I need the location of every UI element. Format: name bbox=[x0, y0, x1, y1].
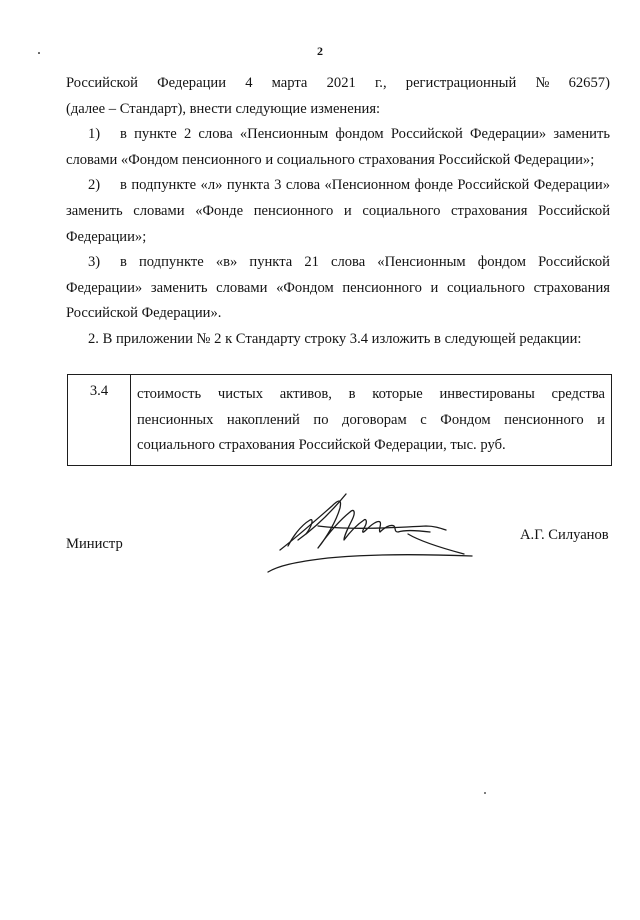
page-number: 2 bbox=[317, 44, 323, 58]
intro-word: 62657) bbox=[568, 75, 610, 91]
intro-word: г., bbox=[374, 75, 387, 91]
intro-word: Российской bbox=[66, 75, 138, 91]
list-item-number: 1) bbox=[88, 126, 101, 143]
signer-title: Министр bbox=[66, 536, 123, 552]
list-item-number: 3) bbox=[88, 254, 101, 271]
scan-speck bbox=[484, 792, 486, 794]
list-item-text: в подпункте «в» пункта 21 слова «Пенсионным фондом Российской Федерации» заменить словами «Фондом пенсионного и социального страхования Российской Федерации». bbox=[66, 254, 610, 322]
list-item-text: в подпункте «л» пункта 3 слова «Пенсионном фонде Российской Федерации» заменить словами «Фонде пенсионного и социального страхования Российской Федерации»; bbox=[66, 177, 610, 245]
table-row-code: 3.4 bbox=[68, 375, 131, 465]
list-item-number: 2) bbox=[88, 177, 101, 194]
intro-word: № bbox=[535, 75, 550, 91]
list-item-text: в пункте 2 слова «Пенсионным фондом Российской Федерации» заменить словами «Фондом пенсионного и социального страхования Российской Федерации»; bbox=[66, 126, 610, 168]
intro-word: Федерации bbox=[157, 75, 227, 91]
signer-name: А.Г. Силуанов bbox=[520, 527, 609, 543]
handwritten-signature bbox=[258, 486, 478, 576]
document-body bbox=[66, 71, 610, 353]
intro-line-2: (далее – Стандарт), внести следующие изменения: bbox=[66, 100, 381, 117]
intro-line-1 bbox=[66, 71, 610, 97]
section-2-heading: 2. В приложении № 2 к Стандарту строку 3.4 изложить в следующей редакции: bbox=[88, 330, 582, 347]
intro-word: марта bbox=[271, 75, 308, 91]
list-item-1 bbox=[66, 122, 610, 173]
amendment-table-row bbox=[67, 374, 612, 466]
intro-word: 2021 bbox=[326, 75, 356, 91]
intro-word: 4 bbox=[245, 75, 253, 91]
scan-speck bbox=[38, 52, 40, 54]
table-row-text: стоимость чистых активов, в которые инвестированы средства пенсионных накоплений по договорам с Фондом пенсионного и социального страхования Российской Федерации, тыс. руб. bbox=[137, 386, 605, 454]
list-item-3 bbox=[66, 250, 610, 327]
intro-word: регистрационный bbox=[405, 75, 517, 91]
list-item-2 bbox=[66, 173, 610, 250]
